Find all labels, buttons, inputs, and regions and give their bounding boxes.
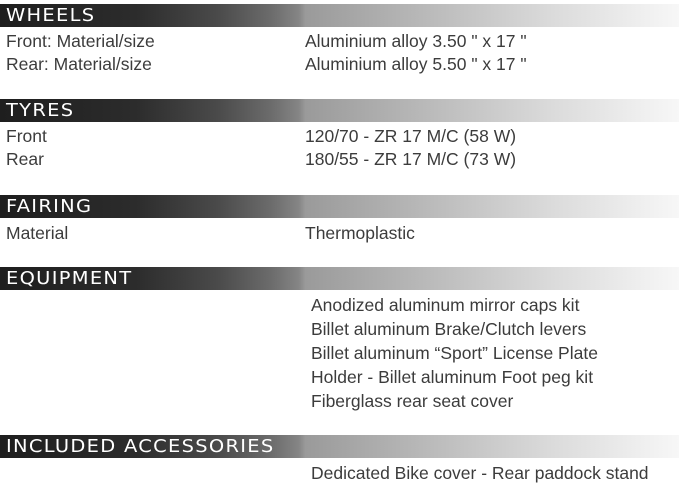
spec-value: Thermoplastic [305,223,415,243]
section-header-tyres [0,99,679,122]
spec-value: Aluminium alloy 5.50 " x 17 " [305,54,527,74]
section-title-wheels: WHEELS [6,5,96,26]
spec-row-front-tyre [0,125,679,148]
equipment-item: Holder - Billet aluminum Foot peg kit [311,367,594,387]
section-header-accessories [0,435,679,458]
section-header-wheels [0,4,679,27]
spec-label: Front: Material/size [6,31,155,51]
spec-label: Rear [6,149,44,169]
spec-label: Material [6,223,69,243]
spec-row-front-wheel [0,30,679,53]
equipment-item: Billet aluminum Brake/Clutch levers [311,319,587,339]
spec-row-fairing-material [0,222,679,245]
section-title-accessories: INCLUDED ACCESSORIES [6,436,275,457]
accessory-item: Dedicated Bike cover - Rear paddock stand [311,463,649,483]
equipment-item: Billet aluminum “Sport” License Plate [311,343,598,363]
section-title-equipment: EQUIPMENT [6,268,133,289]
spec-value: 180/55 - ZR 17 M/C (73 W) [305,149,517,169]
spec-value: 120/70 - ZR 17 M/C (58 W) [305,126,517,146]
spec-label: Rear: Material/size [6,54,152,74]
section-title-fairing: FAIRING [6,196,93,217]
section-header-fairing [0,195,679,218]
equipment-item: Fiberglass rear seat cover [311,391,514,411]
spec-row-rear-tyre [0,148,679,171]
section-header-equipment [0,267,679,290]
spec-label: Front [6,126,47,146]
section-title-tyres: TYRES [6,100,75,121]
spec-value: Aluminium alloy 3.50 " x 17 " [305,31,527,51]
spec-row-rear-wheel [0,53,679,76]
equipment-item: Anodized aluminum mirror caps kit [311,295,580,315]
